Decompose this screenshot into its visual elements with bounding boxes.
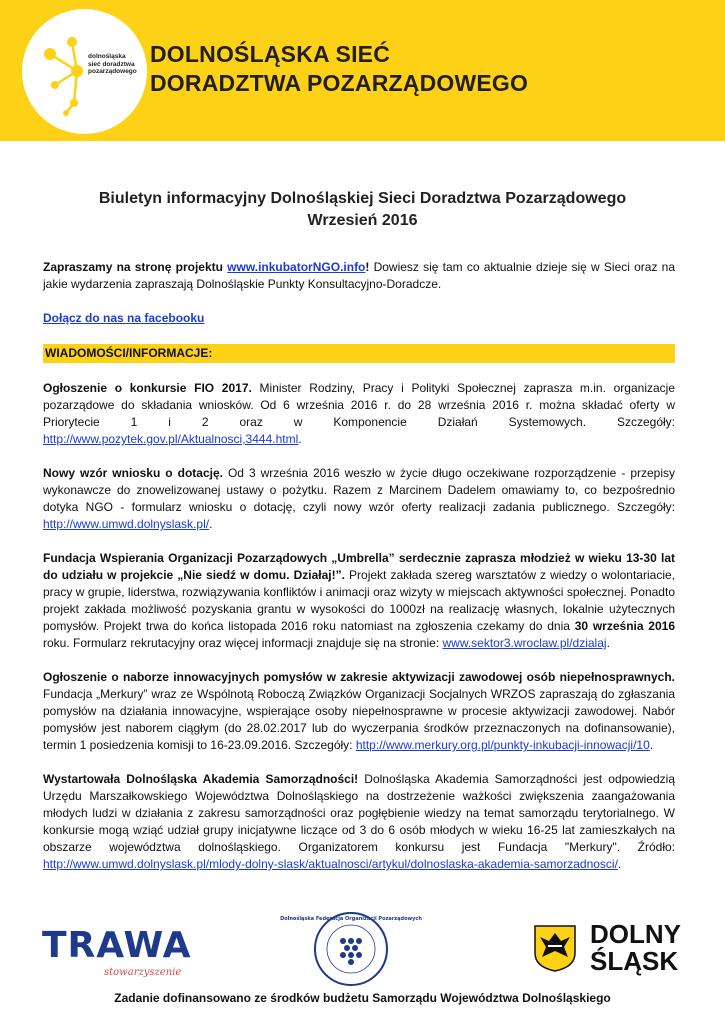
news-item-akademia: Wystartowała Dolnośląska Akademia Samorządności! Dolnośląska Akademia Samorządności jest odpowiedzią Urzędu Marszałkowskiego Województwa Dolnośląskiego na dostrzeżenie ważkości zwiększenia zaangażowania młodych ludzi w działania z zakresu samorządności oraz pogłębienie wiedzy na temat samorządu terytorialnego. W konkursie mogą wziąć udział grupy inicjatywne liczące od 3 do 6 osób młodych w wieku 16-25 lat zamieszkałych na obszarze województwa dolnośląskiego. Organizatorem konkursu jest Fundacja "Merkury". Źródło: http://www.umwd.dolnyslask.pl/mlody-dolny-slask/aktualnosci/artykul/dolnoslaska-akademia-samorzadnosci/. (43, 772, 675, 871)
funding-note: Zadanie dofinansowano ze środków budżetu Samorządu Województwa Dolnośląskiego (114, 991, 611, 1005)
news-item-wzor: Nowy wzór wniosku o dotację. Od 3 września 2016 weszło w życie długo oczekiwane rozporządzenie - przepisy wykonawcze do znowelizowanej ustawy o pożytku. Razem z Marcinem Dadelem omawiamy to, co bezpośrednio dotyka NGO - formularz wniosku o dotację, czyli nowy wzór oferty realizacji zadania publicznego. Szczegóły: http://www.umwd.dolnyslask.pl/. (43, 466, 675, 531)
news-item-umbrella: Fundacja Wspierania Organizacji Pozarządowych „Umbrella” serdecznie zaprasza młodzież w wieku 13-30 lat do udziału w projekcie „Nie siedź w domu. Działaj!”. Projekt zakłada szereg warsztatów z wiedzy o wolontariacie, pracy w grupie, liderstwa, rozwiązywania konfliktów i animacji oraz wizyty w miejscach aktywności społecznej. Ponadto projekt zakłada możliwość pozyskania grantu w wysokości do 1000zł na realizację własnych, lokalnie użytecznych pomysłów. Projekt trwa do końca listopada 2016 roku natomiast na zgłoszenia czekamy do dnia 30 września 2016 roku. Formularz rekrutacyjny oraz więcej informacji znajduje się na stronie: www.sektor3.wroclaw.pl/dzialaj. (43, 551, 675, 650)
logo-caption: dolnośląska sieć doradztwa pozarządowego (88, 53, 137, 75)
akademia-link[interactable]: http://www.umwd.dolnyslask.pl/mlody-dolny-slask/aktualnosci/artykul/dolnoslaska-akademia-samorzadnosci/ (43, 857, 618, 871)
sektor3-link[interactable]: www.sektor3.wroclaw.pl/dzialaj (442, 636, 607, 650)
bulletin-content (43, 259, 675, 890)
news-item-fio: Ogłoszenie o konkursie FIO 2017. Minister Rodziny, Pracy i Polityki Społecznej zaprasza m.in. organizacje pozarządowe do składania wniosków. Od 6 września 2016 r. do 28 września 2016 r. można składać oferty w Priorytecie 1 i 2 oraz w Komponencie Działań Systemowych. Szczegóły: http://www.pozytek.gov.pl/Aktualnosci,3444.html. (43, 381, 675, 446)
federacja-ring-text: Dolnośląska Federacja Organizacji Pozarządowych (280, 916, 422, 922)
fio-link[interactable]: http://www.pozytek.gov.pl/Aktualnosci,3444.html (43, 432, 299, 446)
merkury-link[interactable]: http://www.merkury.org.pl/punkty-inkubacji-innowacji/10 (355, 738, 650, 752)
facebook-paragraph (43, 310, 675, 327)
network-logo (22, 9, 147, 134)
network-title: DOLNOŚLĄSKA SIEĆ DORADZTWA POZARZĄDOWEGO (150, 41, 529, 96)
umwd-link[interactable]: http://www.umwd.dolnyslask.pl/ (43, 517, 210, 531)
header-banner (0, 0, 725, 141)
news-item-merkury: Ogłoszenie o naborze innowacyjnych pomysłów w zakresie aktywizacji zawodowej osób niepełnosprawnych. Fundacja „Merkury” wraz ze Wspólnotą Roboczą Związków Organizacji Socjalnych WRZOS zapraszają do zgłaszania pomysłów na działania innowacyjne, wspierające osoby niepełnosprawne w procesie aktywizacji zawodowej. Nabór pomysłów jest naborem ciągłym (do 28.02.2017 lub do wyczerpania środków przeznaczonych na dofinansowanie), termin 1 posiedzenia komisji to 16-23.09.2016. Szczegóły: http://www.merkury.org.pl/punkty-inkubacji-innowacji/10. (43, 670, 675, 752)
bulletin-title: Biuletyn informacyjny Dolnośląskiej Sieci Doradztwa Pozarządowego Wrzesień 2016 (98, 190, 627, 229)
facebook-link[interactable]: Dołącz do nas na facebooku (43, 311, 205, 325)
trawa-logo: TRAWA stowarzyszenie (42, 925, 192, 978)
federacja-logo-icon (280, 911, 422, 987)
section-heading: WIADOMOŚCI/INFORMACJE: (43, 344, 675, 363)
intro-paragraph: Zapraszamy na stronę projektu www.inkubatorNGO.info! Dowiesz się tam co aktualnie dzieje się w Sieci oraz na jakie wydarzenia zapraszają Dolnośląskie Punkty Konsultacyjno-Doradcze. (43, 260, 675, 291)
dolny-slask-logo: DOLNY ŚLĄSK (530, 919, 700, 979)
partner-logos (0, 905, 725, 985)
eagle-crest-icon (530, 923, 580, 973)
inkubator-link[interactable]: www.inkubatorNGO.info (227, 260, 366, 274)
